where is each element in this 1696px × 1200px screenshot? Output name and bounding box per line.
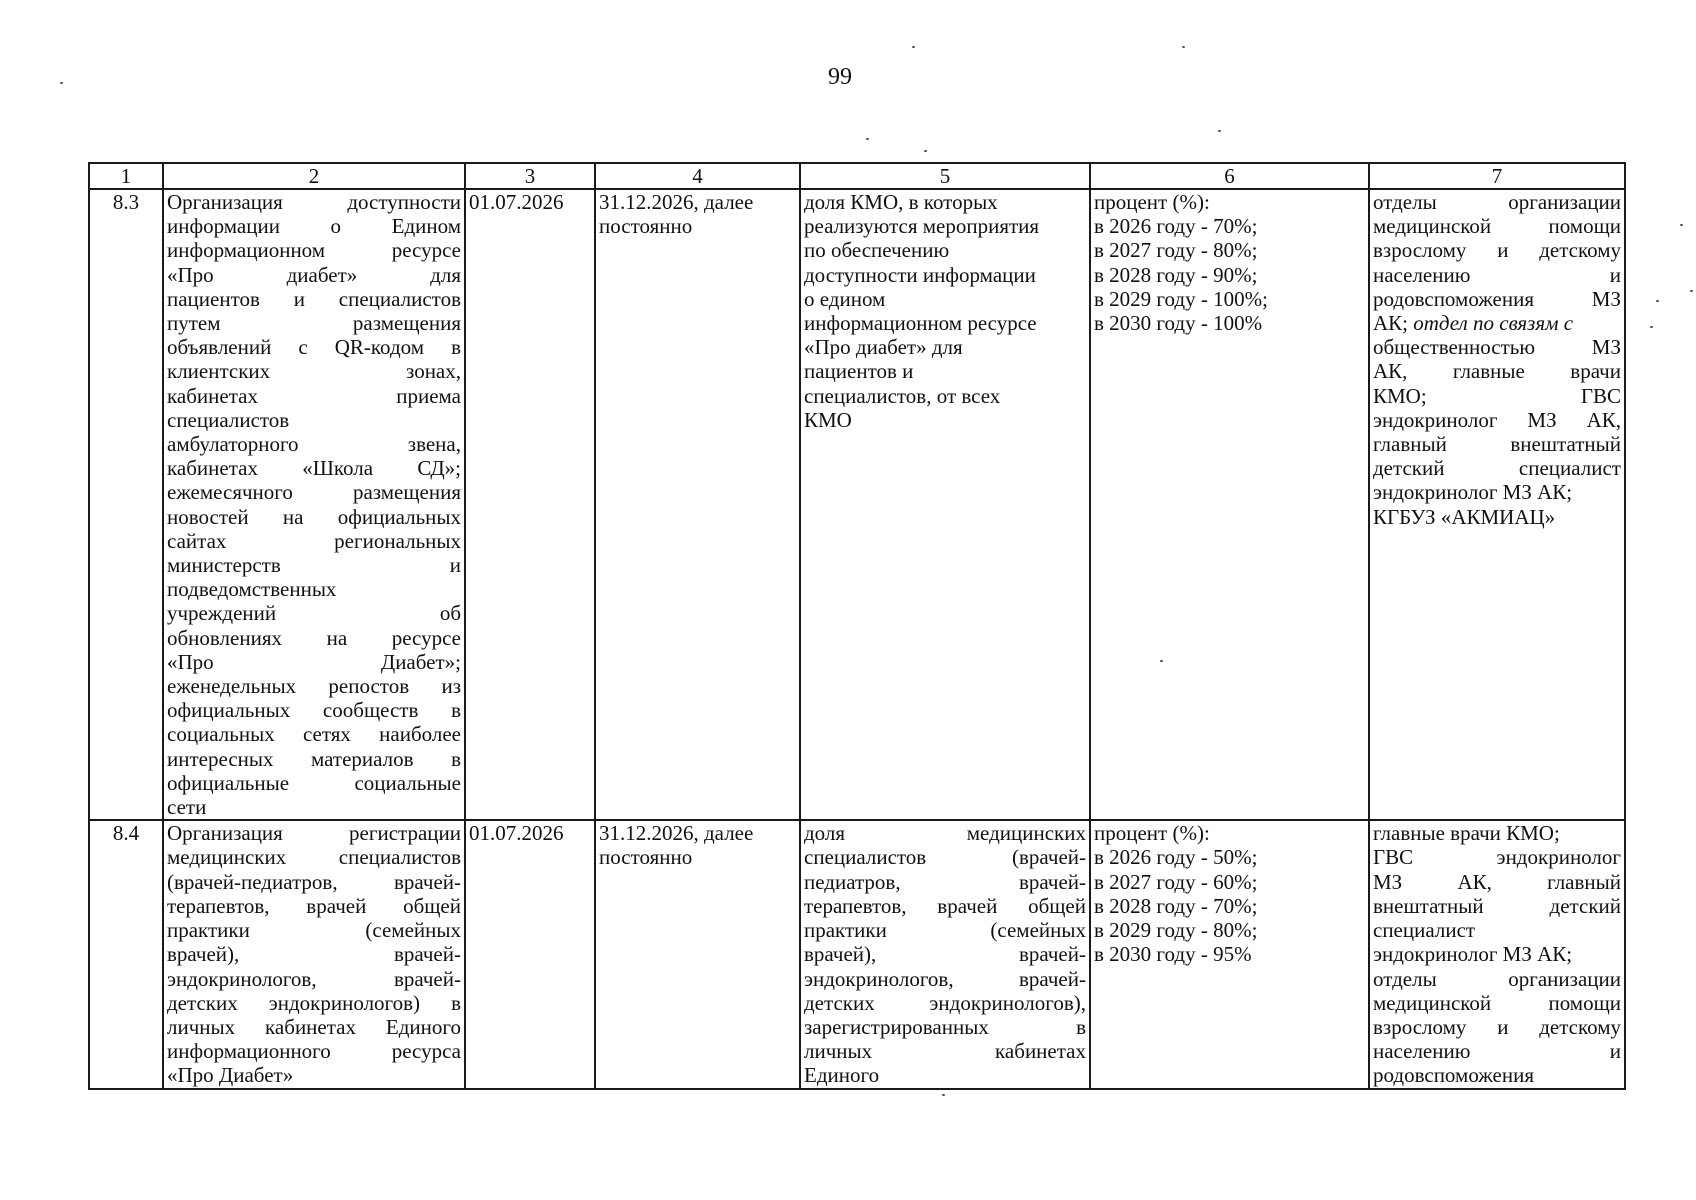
measure-line: социальных сетях наиболее <box>167 722 461 747</box>
header-cell-3: 3 <box>465 163 595 189</box>
scan-speck <box>1650 326 1653 328</box>
end-date-line: постоянно <box>599 214 693 239</box>
indicator-line: педиатров, врачей- <box>804 869 1086 894</box>
responsible-line: общественностью МЗ <box>1373 335 1621 360</box>
target-line: в 2030 году - 100% <box>1094 311 1263 336</box>
indicator-line: информационном ресурсе <box>804 311 1037 336</box>
end-date-cell <box>595 820 800 1088</box>
header-cell-5: 5 <box>800 163 1090 189</box>
responsible-line: ГВС эндокринолог <box>1373 845 1621 870</box>
measure-line: информационного ресурса <box>167 1039 461 1064</box>
header-cell-4: 4 <box>595 163 800 189</box>
responsible-line: главные врачи КМО; <box>1373 821 1560 846</box>
responsible-line: эндокринолог МЗ АК; <box>1373 942 1573 967</box>
measure-cell <box>163 189 465 820</box>
responsible-fragment: АК; <box>1373 311 1409 336</box>
target-line: в 2029 году - 100%; <box>1094 286 1268 311</box>
responsible-line: главный внештатный <box>1373 432 1621 457</box>
target-line: процент (%): <box>1094 821 1210 846</box>
responsible-line: КМО; ГВС <box>1373 383 1621 408</box>
responsible-line: специалист <box>1373 918 1476 943</box>
responsible-line-mixed <box>1373 311 1621 335</box>
measure-line: кабинетах приема <box>167 383 461 408</box>
header-cell-1: 1 <box>89 163 163 189</box>
end-date-line: постоянно <box>599 845 693 870</box>
row-number: 8.3 <box>89 189 163 820</box>
scan-speck <box>1680 224 1683 226</box>
responsible-line: внештатный детский <box>1373 893 1621 918</box>
measure-line: «Про Диабет» <box>167 1063 294 1088</box>
indicator-line: доля КМО, в которых <box>804 190 998 214</box>
scan-speck <box>942 1094 945 1096</box>
measure-line: новостей на официальных <box>167 504 461 529</box>
start-date-cell: 01.07.2026 <box>465 820 595 1088</box>
indicator-line: врачей), врачей- <box>804 942 1086 967</box>
measure-line: практики (семейных <box>167 918 461 943</box>
target-line: в 2027 году - 60%; <box>1094 869 1258 894</box>
measure-line: клиентских зонах, <box>167 359 461 384</box>
responsible-line: детский специалист <box>1373 456 1621 481</box>
measure-line: министерств и <box>167 553 461 578</box>
measure-line: подведомственных <box>167 577 337 602</box>
measure-line: эндокринологов, врачей- <box>167 966 461 991</box>
measure-line: путем размещения <box>167 311 461 336</box>
measure-line: детских эндокринологов) в <box>167 990 461 1015</box>
responsible-line: населению и <box>1373 262 1621 287</box>
measure-line: амбулаторного звена, <box>167 432 461 457</box>
indicator-line: по обеспечению <box>804 238 950 263</box>
scan-speck <box>924 150 927 152</box>
responsible-line: родовспоможения МЗ <box>1373 286 1621 311</box>
responsible-line: родовспоможения <box>1373 1063 1534 1088</box>
indicator-line: личных кабинетах <box>804 1039 1086 1064</box>
measure-line: еженедельных репостов из <box>167 674 461 699</box>
indicator-cell <box>800 189 1090 820</box>
responsible-italic-fragment: отдел по связям с <box>1413 311 1574 336</box>
responsible-line: отделы организации <box>1373 190 1621 214</box>
responsible-line: МЗ АК, главный <box>1373 869 1621 894</box>
indicator-line: реализуются мероприятия <box>804 214 1040 239</box>
indicator-line: специалистов (врачей- <box>804 845 1086 870</box>
measure-line: ежемесячного размещения <box>167 480 461 505</box>
target-line: в 2026 году - 50%; <box>1094 845 1258 870</box>
responsible-line: взрослому и детскому <box>1373 238 1621 263</box>
measure-line: (врачей-педиатров, врачей- <box>167 869 461 894</box>
measures-table <box>88 162 1626 1090</box>
indicator-line: о едином <box>804 286 886 311</box>
measure-line: интересных материалов в <box>167 746 461 771</box>
measure-line: «Про диабет» для <box>167 262 461 287</box>
responsible-line: АК, главные врачи <box>1373 359 1621 384</box>
measure-line: кабинетах «Школа СД»; <box>167 456 461 481</box>
indicator-line: КМО <box>804 407 852 432</box>
target-values-cell <box>1090 820 1369 1088</box>
measure-line: пациентов и специалистов <box>167 286 461 311</box>
responsible-cell <box>1369 820 1625 1088</box>
table-row <box>89 820 1625 1088</box>
indicator-line: практики (семейных <box>804 918 1086 943</box>
indicator-line: зарегистрированных в <box>804 1014 1086 1039</box>
measure-line: врачей), врачей- <box>167 942 461 967</box>
measure-line: медицинских специалистов <box>167 845 461 870</box>
scan-speck <box>1690 290 1693 292</box>
target-line: в 2027 году - 80%; <box>1094 238 1258 263</box>
measure-line: терапевтов, врачей общей <box>167 893 461 918</box>
responsible-cell <box>1369 189 1625 820</box>
measure-line: официальных сообществ в <box>167 698 461 723</box>
indicator-line: доля медицинских <box>804 821 1086 846</box>
row-number: 8.4 <box>89 820 163 1088</box>
responsible-line: эндокринолог МЗ АК; <box>1373 480 1573 505</box>
header-row <box>89 163 1625 189</box>
indicator-line: терапевтов, врачей общей <box>804 893 1086 918</box>
scan-speck <box>1160 660 1163 662</box>
scan-speck <box>1182 46 1185 48</box>
indicator-line: доступности информации <box>804 262 1036 287</box>
measure-cell <box>163 820 465 1088</box>
target-line: в 2029 году - 80%; <box>1094 918 1258 943</box>
end-date-line: 31.12.2026, далее <box>599 190 754 214</box>
indicator-cell <box>800 820 1090 1088</box>
target-line: процент (%): <box>1094 190 1210 214</box>
indicator-line: пациентов и <box>804 359 914 384</box>
indicator-line: Единого <box>804 1063 880 1088</box>
measure-line: учреждений об <box>167 601 461 626</box>
table-row <box>89 189 1625 820</box>
target-line: в 2028 году - 90%; <box>1094 262 1258 287</box>
measure-line: информационном ресурсе <box>167 238 461 263</box>
target-line: в 2028 году - 70%; <box>1094 893 1258 918</box>
indicator-line: «Про диабет» для <box>804 335 963 360</box>
target-line: в 2030 году - 95% <box>1094 942 1252 967</box>
scan-speck <box>1218 130 1221 132</box>
page-number: 99 <box>828 64 852 90</box>
measure-line: сайтах региональных <box>167 528 461 553</box>
measure-line: информации о Едином <box>167 214 461 239</box>
end-date-line: 31.12.2026, далее <box>599 821 754 846</box>
header-cell-7: 7 <box>1369 163 1625 189</box>
measure-line: объявлений с QR-кодом в <box>167 335 461 360</box>
indicator-line: специалистов, от всех <box>804 383 1001 408</box>
measure-line: личных кабинетах Единого <box>167 1014 461 1039</box>
responsible-line: медицинской помощи <box>1373 990 1621 1015</box>
indicator-line: эндокринологов, врачей- <box>804 966 1086 991</box>
start-date-cell: 01.07.2026 <box>465 189 595 820</box>
responsible-line: КГБУЗ «АКМИАЦ» <box>1373 504 1556 529</box>
measure-line: «Про Диабет»; <box>167 649 461 674</box>
responsible-line: отделы организации <box>1373 966 1621 991</box>
measure-line: Организация доступности <box>167 190 461 214</box>
target-values-cell <box>1090 189 1369 820</box>
responsible-line: населению и <box>1373 1039 1621 1064</box>
responsible-line: взрослому и детскому <box>1373 1014 1621 1039</box>
measure-line: специалистов <box>167 407 290 432</box>
target-line: в 2026 году - 70%; <box>1094 214 1258 239</box>
scan-speck <box>60 82 63 84</box>
measure-line: официальные социальные <box>167 770 461 795</box>
scan-speck <box>912 46 915 48</box>
indicator-line: детских эндокринологов), <box>804 990 1086 1015</box>
responsible-line: медицинской помощи <box>1373 214 1621 239</box>
scan-speck <box>866 138 869 140</box>
scan-speck <box>1656 300 1659 302</box>
responsible-line: эндокринолог МЗ АК, <box>1373 407 1621 432</box>
measure-line: Организация регистрации <box>167 821 461 846</box>
header-cell-2: 2 <box>163 163 465 189</box>
header-cell-6: 6 <box>1090 163 1369 189</box>
end-date-cell <box>595 189 800 820</box>
measure-line: сети <box>167 795 207 820</box>
measure-line: обновлениях на ресурсе <box>167 625 461 650</box>
